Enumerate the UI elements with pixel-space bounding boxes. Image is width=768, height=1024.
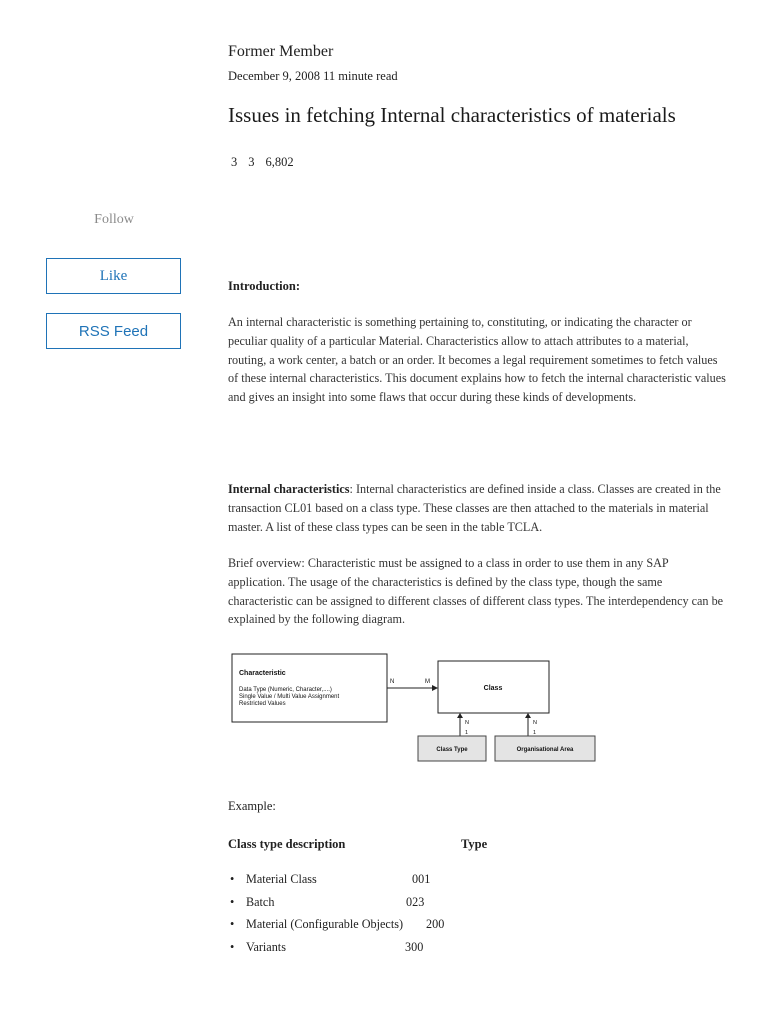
- list-item: • Material Class 001: [230, 872, 431, 886]
- internal-characteristics-text: : Internal characteristics are defined inside a class. Classes are created in the transaction CL01 based on a class type. These classes are then attached to the materials in material master. A list of these class types can be seen in the table TCLA.: [228, 482, 721, 534]
- list-item: • Material (Configurable Objects) 200: [230, 917, 445, 931]
- class-type-code: 300: [405, 939, 424, 954]
- page-title: Issues in fetching Internal characteristics of materials: [228, 103, 676, 127]
- class-type-n: N: [465, 720, 469, 726]
- m-label: M: [425, 679, 430, 685]
- rss-feed-button[interactable]: RSS Feed: [46, 313, 181, 349]
- org-area-label: Organisational Area: [516, 747, 574, 753]
- list-item: • Batch 023: [230, 894, 425, 909]
- class-type-label: Variants: [246, 939, 286, 954]
- org-area-arrowhead: [525, 713, 531, 718]
- class-type-code: 200: [426, 917, 445, 931]
- class-type-label: Class Type: [436, 747, 468, 753]
- char-line-1: Data Type (Numeric, Character,....): [239, 687, 332, 693]
- table-header-description: Class type description: [228, 837, 346, 851]
- class-type-code: 001: [412, 872, 431, 886]
- internal-characteristics-paragraph: [228, 480, 728, 536]
- org-area-n: N: [533, 720, 537, 726]
- class-label: Class: [483, 685, 503, 692]
- n-label: N: [390, 679, 395, 685]
- internal-characteristics-term: Internal characteristics: [228, 482, 350, 496]
- list-item: • Variants 300: [230, 939, 424, 954]
- intro-heading: Introduction:: [228, 279, 301, 293]
- char-line-2: Single Value / Multi Value Assignment: [239, 694, 340, 700]
- post-meta: December 9, 2008 11 minute read: [228, 69, 398, 83]
- class-type-code: 023: [406, 894, 425, 909]
- author-name[interactable]: Former Member: [228, 43, 334, 60]
- example-label: Example:: [228, 799, 276, 813]
- class-type-list: [230, 872, 490, 962]
- overview-paragraph: Brief overview: Characteristic must be assigned to a class in order to use them in any SAP application. The usage of the characteristics is defined by the class type, though the same characteristic can be assigned to different classes of different class types. The interdependency can be explained by the following diagram.: [228, 556, 724, 627]
- like-button[interactable]: Like: [46, 258, 181, 294]
- comments-count: 3: [248, 155, 255, 169]
- char-line-3: Restricted Values: [239, 701, 286, 707]
- class-type-one: 1: [465, 730, 469, 736]
- char-title: Characteristic: [239, 670, 286, 677]
- post-stats: [231, 155, 294, 170]
- views-count: 6,802: [265, 155, 294, 169]
- class-type-arrowhead: [457, 713, 463, 718]
- class-diagram: [230, 648, 600, 768]
- assoc-arrowhead: [432, 685, 438, 691]
- intro-paragraph: An internal characteristic is something pertaining to, constituting, or indicating the character or peculiar quality of a particular Material. Characteristics allow to attach attributes to a material, routing, a work center, a batch or an order. It becomes a legal requirement sometimes to fetch values of these internal characteristics. This document explains how to fetch the internal characteristic values and gives an insight into some flaws that occur during these kinds of developments.: [228, 315, 726, 405]
- likes-count: 3: [231, 155, 238, 169]
- class-type-label: Material Class: [246, 872, 317, 886]
- table-header-type: Type: [461, 837, 488, 851]
- class-type-label: Batch: [246, 894, 275, 909]
- follow-link[interactable]: Follow: [94, 212, 134, 227]
- class-type-label: Material (Configurable Objects): [246, 917, 404, 931]
- org-area-one: 1: [533, 730, 537, 736]
